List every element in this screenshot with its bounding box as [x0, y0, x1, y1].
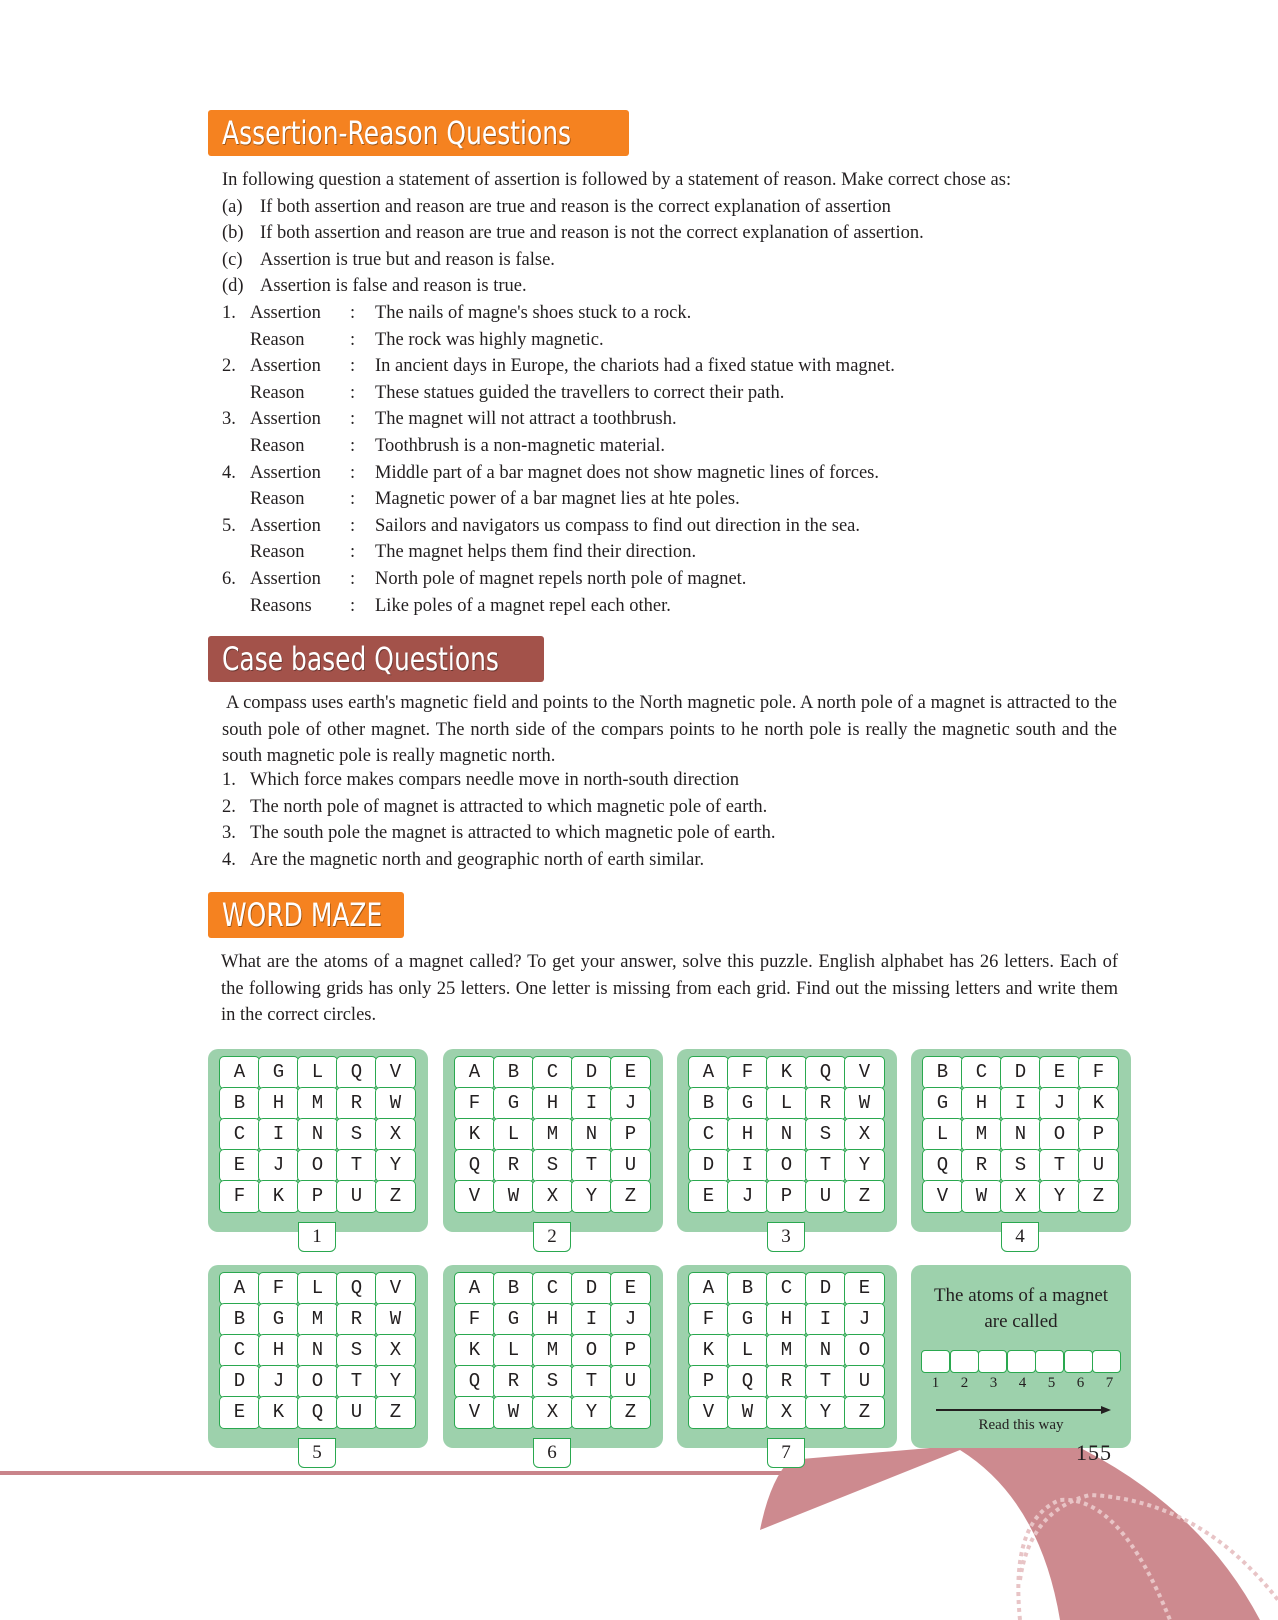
grid-row-letters: CHNSX: [233, 1339, 429, 1361]
grid-row-letters: BGLRW: [702, 1092, 898, 1114]
statement-text: Magnetic power of a bar magnet lies at hte poles.: [375, 489, 740, 510]
colon: :: [350, 436, 356, 456]
statement-label: Reason: [250, 489, 305, 510]
colon: :: [350, 303, 356, 323]
statement-label: Reason: [250, 542, 305, 563]
option-key: (a): [222, 196, 243, 217]
grid-row-letters: DJOTY: [233, 1370, 429, 1392]
option-key: (c): [222, 249, 243, 270]
page-number: 155: [1076, 1440, 1112, 1465]
grid-row-letters: EJOTY: [233, 1154, 429, 1176]
answer-box: [911, 1265, 1131, 1448]
letter-grid-4: [911, 1049, 1132, 1247]
question-number: 1.: [222, 770, 236, 790]
question-number: 5.: [222, 515, 236, 536]
answer-position-number: 3: [989, 1375, 998, 1391]
answer-letter-box[interactable]: [978, 1350, 1007, 1373]
statement-text: The magnet will not attract a toothbrush.: [375, 409, 677, 430]
question-number: 4.: [222, 849, 236, 870]
grid-number-label: 7: [767, 1438, 805, 1468]
grid-row-letters: PQRTU: [702, 1370, 898, 1392]
grid-row-letters: QRSTU: [468, 1154, 664, 1176]
letter-grid-3: [677, 1049, 898, 1247]
grid-row-letters: KLMOP: [468, 1339, 664, 1361]
grid-row-letters: CINSX: [233, 1123, 429, 1145]
grid-row-letters: VWXYZ: [936, 1185, 1132, 1207]
grid-row-letters: KLMNP: [468, 1123, 664, 1145]
grid-number-label: 6: [533, 1438, 571, 1468]
letter-grid-2: [443, 1049, 664, 1247]
grid-row-letters: BGMRW: [233, 1308, 429, 1330]
answer-position-numbers: [921, 1375, 1124, 1392]
statement-label: Assertion: [250, 356, 321, 377]
letter-grid-7: [677, 1265, 898, 1463]
grid-number-label: 3: [767, 1222, 805, 1252]
grid-row-letters: FKPUZ: [233, 1185, 429, 1207]
grid-row-letters: EKQUZ: [233, 1401, 429, 1423]
option-key: (d): [222, 276, 244, 297]
grid-row-letters: AFKQV: [702, 1061, 898, 1083]
grid-row-letters: BHMRW: [233, 1092, 429, 1114]
grid-row-letters: QRSTU: [936, 1154, 1132, 1176]
grid-row-letters: AFLQV: [233, 1277, 429, 1299]
statement-text: The magnet helps them find their direction.: [375, 542, 697, 563]
assertion-reason-heading: [208, 110, 629, 156]
grid-row-letters: CHNSX: [702, 1123, 898, 1145]
assertion-intro: In following question a statement of assertion is followed by a statement of reason. Make correct chose as:: [222, 170, 1012, 190]
question-text: Are the magnetic north and geographic north of earth similar.: [250, 849, 705, 870]
arrow-right-icon: [936, 1405, 1111, 1415]
colon: :: [350, 569, 356, 589]
grid-row-letters: KLMNO: [702, 1339, 898, 1361]
colon: :: [350, 489, 356, 510]
question-number: 3.: [222, 409, 236, 430]
colon: :: [350, 542, 356, 563]
statement-text: Toothbrush is a non-magnetic material.: [375, 436, 666, 456]
case-based-heading-text: Case based Questions: [222, 640, 499, 678]
word-maze-heading: [208, 892, 404, 938]
grid-number-label: 4: [1001, 1222, 1039, 1252]
colon: :: [350, 595, 356, 616]
statement-text: The rock was highly magnetic.: [375, 329, 604, 350]
statement-label: Assertion: [250, 462, 321, 483]
statement-text: Like poles of a magnet repel each other.: [375, 595, 671, 616]
option-text: If both assertion and reason are true and reason is not the correct explanation of assertion.: [260, 223, 924, 244]
colon: :: [350, 462, 356, 483]
answer-position-number: 4: [1018, 1375, 1027, 1391]
colon: :: [350, 409, 356, 430]
grid-row-letters: LMNOP: [936, 1123, 1132, 1145]
grid-row-letters: FGHIJ: [702, 1308, 898, 1330]
grid-row-letters: VWXYZ: [468, 1185, 664, 1207]
question-number: 1.: [222, 303, 236, 323]
answer-position-number: 7: [1105, 1375, 1114, 1391]
answer-position-number: 1: [931, 1375, 940, 1391]
grid-row-letters: VWXYZ: [702, 1401, 898, 1423]
statement-label: Reasons: [250, 595, 312, 616]
statement-label: Assertion: [250, 569, 321, 589]
statement-label: Reason: [250, 382, 305, 403]
grid-row-letters: AGLQV: [233, 1061, 429, 1083]
word-maze-heading-text: WORD MAZE: [222, 896, 383, 934]
statement-label: Reason: [250, 329, 305, 350]
question-number: 2.: [222, 356, 236, 377]
colon: :: [350, 329, 356, 350]
statement-text: North pole of magnet repels north pole of magnet.: [375, 569, 747, 589]
question-text: Which force makes compars needle move in north-south direction: [250, 770, 740, 790]
statement-label: Assertion: [250, 303, 321, 323]
grid-number-label: 2: [533, 1222, 571, 1252]
question-number: 4.: [222, 462, 236, 483]
answer-title: The atoms of a magnet are called: [933, 1285, 1109, 1332]
grid-row-letters: BCDEF: [936, 1061, 1132, 1083]
case-passage: A compass uses earth's magnetic field and points to the North magnetic pole. A north pole of a magnet is attracted to the south pole of other magnet. The north side of the compars points to he north pole is really the magnetic south and the south magnetic pole is really magnetic north.: [222, 693, 1117, 767]
answer-letter-box[interactable]: [921, 1350, 950, 1373]
statement-label: Assertion: [250, 409, 321, 430]
answer-position-number: 5: [1047, 1375, 1056, 1391]
grid-row-letters: FGHIJ: [468, 1092, 664, 1114]
answer-boxes: [921, 1350, 1121, 1373]
colon: :: [350, 515, 356, 536]
statement-label: Assertion: [250, 515, 321, 536]
question-number: 6.: [222, 569, 236, 589]
question-number: 3.: [222, 823, 236, 844]
option-text: Assertion is false and reason is true.: [260, 276, 527, 297]
assertion-reason-heading-text: Assertion-Reason Questions: [222, 114, 572, 152]
grid-row-letters: ABCDE: [468, 1277, 664, 1299]
answer-letter-box[interactable]: [1092, 1350, 1121, 1373]
grid-row-letters: FGHIJ: [468, 1308, 664, 1330]
question-text: The south pole the magnet is attracted to which magnetic pole of earth.: [250, 823, 776, 844]
grid-row-letters: DIOTY: [702, 1154, 898, 1176]
answer-position-number: 2: [960, 1375, 969, 1391]
statement-label: Reason: [250, 436, 305, 456]
case-based-heading: [208, 636, 544, 682]
colon: :: [350, 356, 356, 377]
question-number: 2.: [222, 796, 236, 817]
letter-grid-6: [443, 1265, 664, 1463]
answer-position-number: 6: [1076, 1375, 1085, 1391]
option-text: Assertion is true but and reason is false.: [260, 249, 555, 270]
grid-row-letters: QRSTU: [468, 1370, 664, 1392]
option-key: (b): [222, 223, 244, 244]
grid-number-label: 5: [298, 1438, 336, 1468]
grid-row-letters: GHIJK: [936, 1092, 1132, 1114]
question-text: The north pole of magnet is attracted to which magnetic pole of earth.: [250, 796, 768, 817]
statement-text: The nails of magne's shoes stuck to a rock.: [375, 303, 692, 323]
grid-row-letters: ABCDE: [702, 1277, 898, 1299]
word-maze-intro: What are the atoms of a magnet called? To get your answer, solve this puzzle. English alphabet has 26 letters. Each of the following grids has only 25 letters. One letter is missing from each grid. Find out the missing letters and write them in the correct circles.: [221, 952, 1118, 1026]
read-direction-label: Read this way: [978, 1417, 1064, 1433]
grid-row-letters: VWXYZ: [468, 1401, 664, 1423]
colon: :: [350, 382, 356, 403]
grid-number-label: 1: [298, 1222, 336, 1252]
grid-row-letters: ABCDE: [468, 1061, 664, 1083]
letter-grid-1: [208, 1049, 429, 1247]
statement-text: In ancient days in Europe, the chariots had a fixed statue with magnet.: [375, 356, 895, 377]
answer-letter-box[interactable]: [950, 1350, 979, 1373]
statement-text: These statues guided the travellers to correct their path.: [375, 382, 785, 403]
grid-row-letters: EJPUZ: [702, 1185, 898, 1207]
statement-text: Sailors and navigators us compass to find out direction in the sea.: [375, 515, 861, 536]
statement-text: Middle part of a bar magnet does not show magnetic lines of forces.: [375, 462, 879, 483]
option-text: If both assertion and reason are true and reason is the correct explanation of assertion: [260, 196, 891, 217]
answer-letter-box[interactable]: [1035, 1350, 1064, 1373]
letter-grid-5: [208, 1265, 429, 1463]
answer-letter-box[interactable]: [1064, 1350, 1093, 1373]
answer-letter-box[interactable]: [1007, 1350, 1036, 1373]
